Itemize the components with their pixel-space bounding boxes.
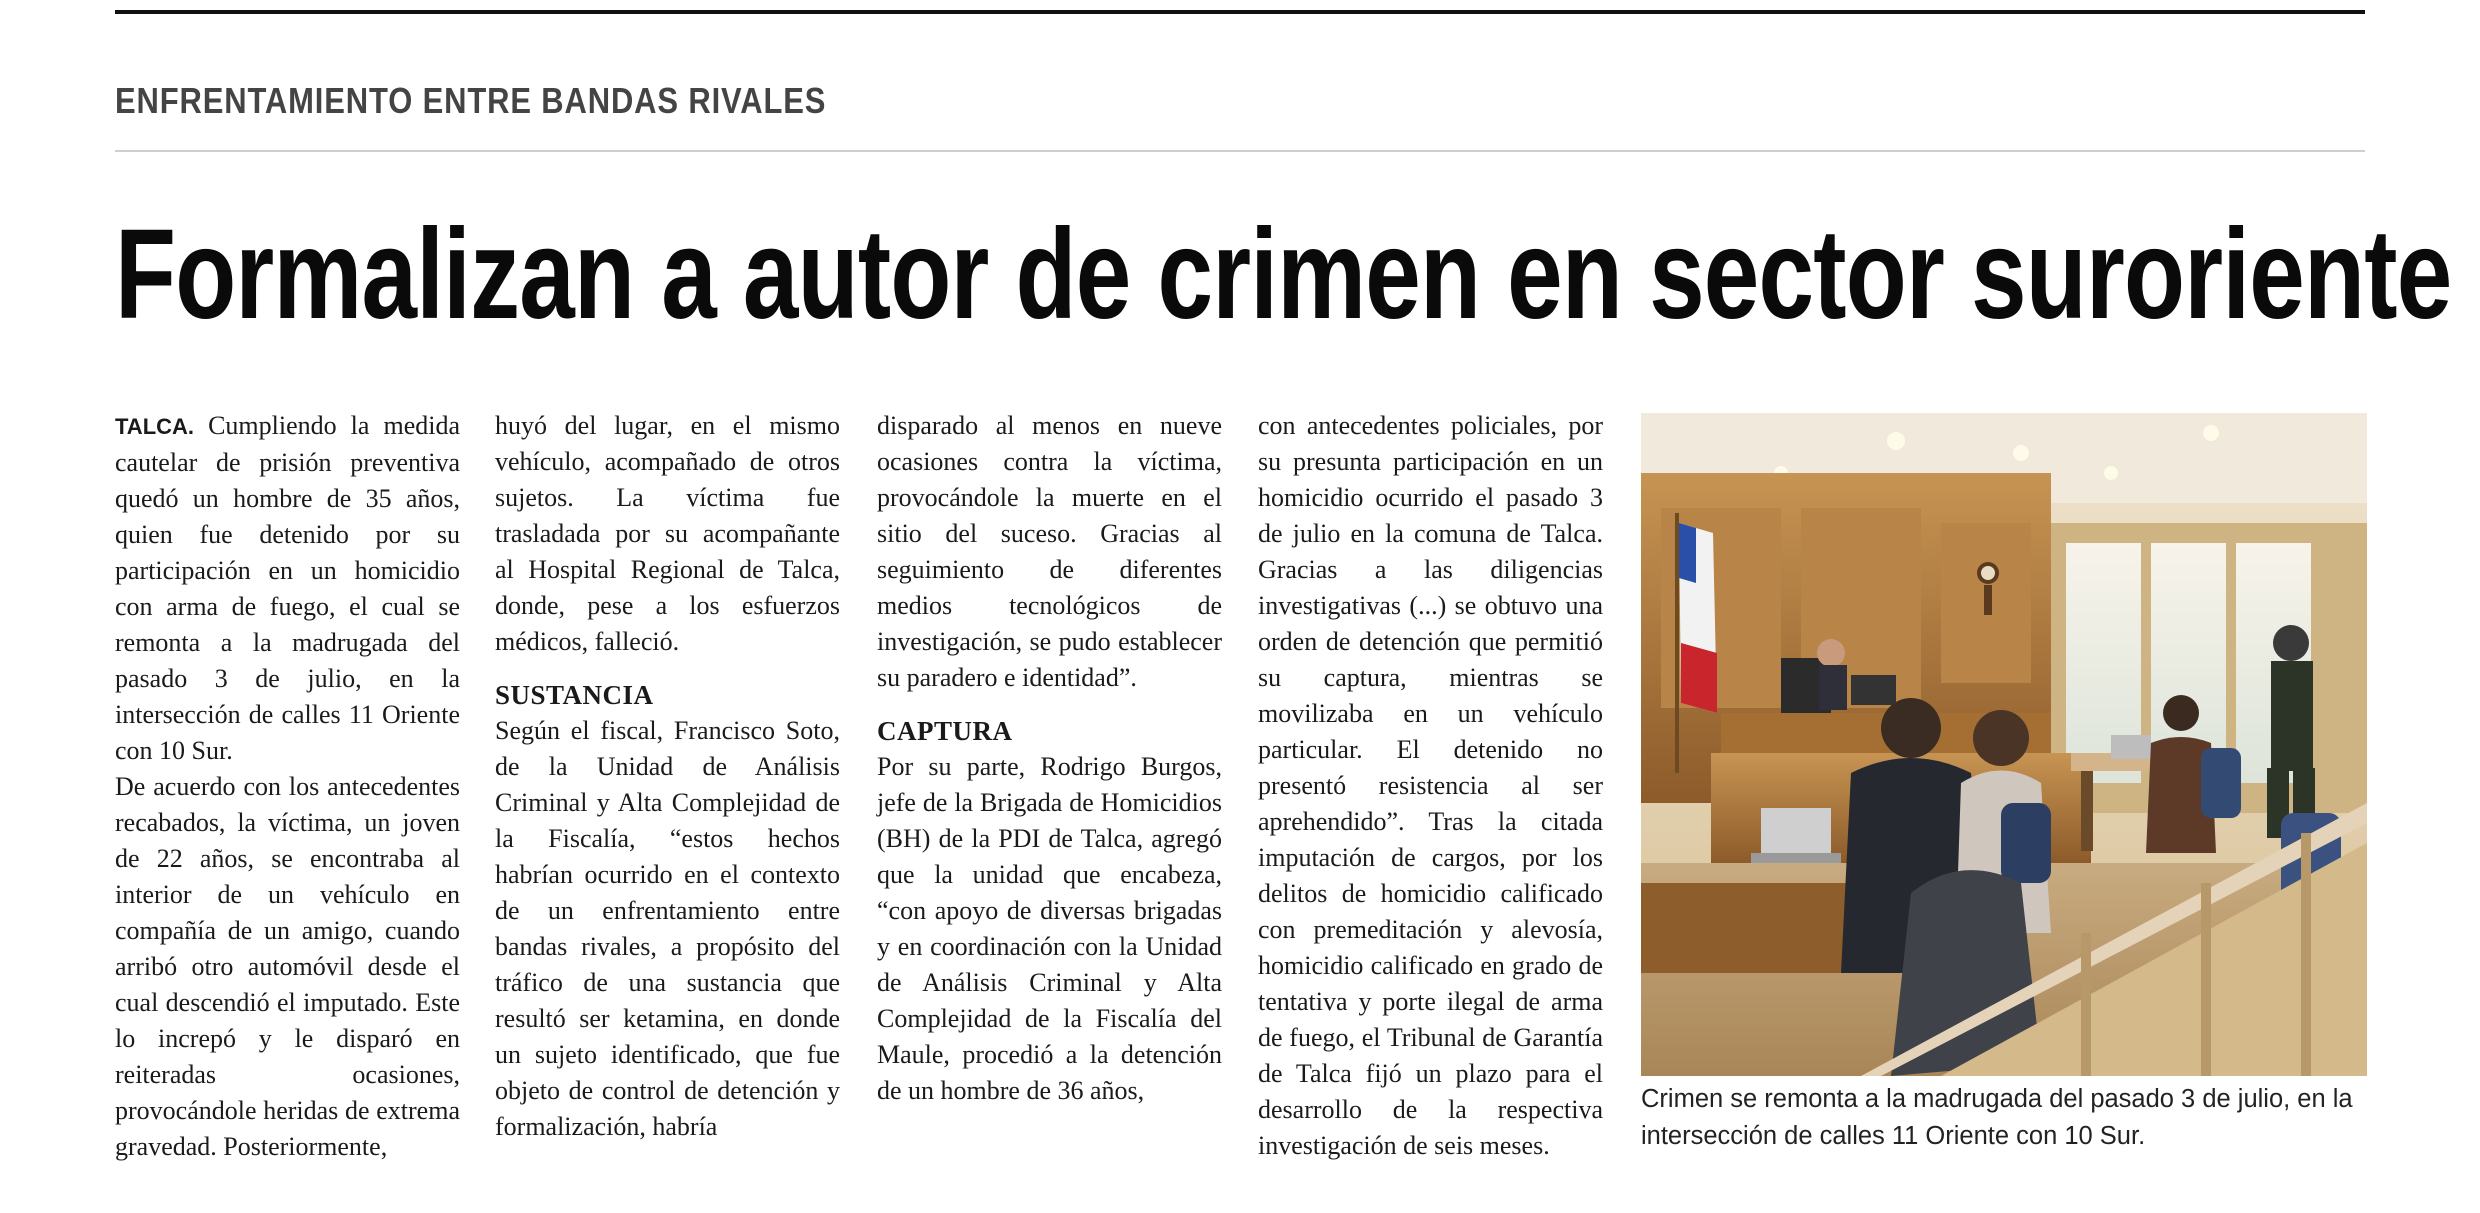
article-column-1 <box>115 408 460 1165</box>
headline: Formalizan a autor de crimen en sector suroriente <box>115 203 2452 346</box>
paragraph <box>115 408 460 769</box>
subheading-sustancia: SUSTANCIA <box>495 680 654 710</box>
article-column-4 <box>1258 408 1603 1164</box>
subheading-captura: CAPTURA <box>877 716 1013 746</box>
paragraph: De acuerdo con los antecedentes recabados, la víctima, un joven de 22 años, se encontraba al interior de un vehículo en compañía de un amigo, cuando arribó otro automóvil desde el cual descendió el imputado. Este lo increpó y le disparó en reiteradas ocasiones, provocándole heridas de extrema gravedad. Posteriormente, <box>115 772 460 1161</box>
courtroom-illustration <box>1641 413 2367 1076</box>
paragraph: huyó del lugar, en el mismo vehículo, acompañado de otros sujetos. La víctima fue trasladada por su acompañante al Hospital Regional de Talca, donde, pese a los esfuerzos médicos, falleció. <box>495 411 840 656</box>
courtroom-photo <box>1641 413 2367 1076</box>
article-column-2 <box>495 408 840 1145</box>
kicker-rule <box>115 150 2365 152</box>
paragraph: Por su parte, Rodrigo Burgos, jefe de la Brigada de Homicidios (BH) de la PDI de Talca, agregó que la unidad que encabeza, “con apoyo de diversas brigadas y en coordinación con la Unidad de Análisis Criminal y Alta Complejidad de la Fiscalía del Maule, procedió a la detención de un hombre de 36 años, <box>877 752 1222 1105</box>
dateline: TALCA. <box>115 414 195 439</box>
article-column-3 <box>877 408 1222 1109</box>
paragraph: con antecedentes policiales, por su presunta participación en un homicidio ocurrido el pasado 3 de julio en la comuna de Talca. Gracias a las diligencias investigativas (...) se obtuvo una orden de detención que permitió su captura, mientras se movilizaba en un vehículo particular. El detenido no presentó resistencia al ser aprehendido”. Tras la citada imputación de cargos, por los delitos de homicidio calificado con premeditación y alevosía, homicidio calificado en grado de tentativa y porte ilegal de arma de fuego, el Tribunal de Garantía de Talca fijó un plazo para el desarrollo de la respectiva investigación de seis meses. <box>1258 411 1603 1160</box>
top-rule <box>115 10 2365 14</box>
paragraph-text: Cumpliendo la medida cautelar de prisión preventiva quedó un hombre de 35 años, quien fue detenido por su participación en un homicidio con arma de fuego, el cual se remonta a la madrugada del pasado 3 de julio, en la intersección de calles 11 Oriente con 10 Sur. <box>115 411 461 765</box>
photo-caption: Crimen se remonta a la madrugada del pasado 3 de julio, en la intersección de calles 11 Oriente con 10 Sur. <box>1641 1085 2353 1150</box>
paragraph: disparado al menos en nueve ocasiones contra la víctima, provocándole la muerte en el sitio del suceso. Gracias al seguimiento de diferentes medios tecnológicos de investigación, se pudo establecer su paradero e identidad”. <box>877 411 1222 692</box>
kicker: ENFRENTAMIENTO ENTRE BANDAS RIVALES <box>115 80 827 121</box>
paragraph: Según el fiscal, Francisco Soto, de la Unidad de Análisis Criminal y Alta Complejidad de la Fiscalía, “estos hechos habrían ocurrido en el contexto de un enfrentamiento entre bandas rivales, a propósito del tráfico de una sustancia que resultó ser ketamina, en donde un sujeto identificado, que fue objeto de control de detención y formalización, habría <box>495 716 840 1141</box>
